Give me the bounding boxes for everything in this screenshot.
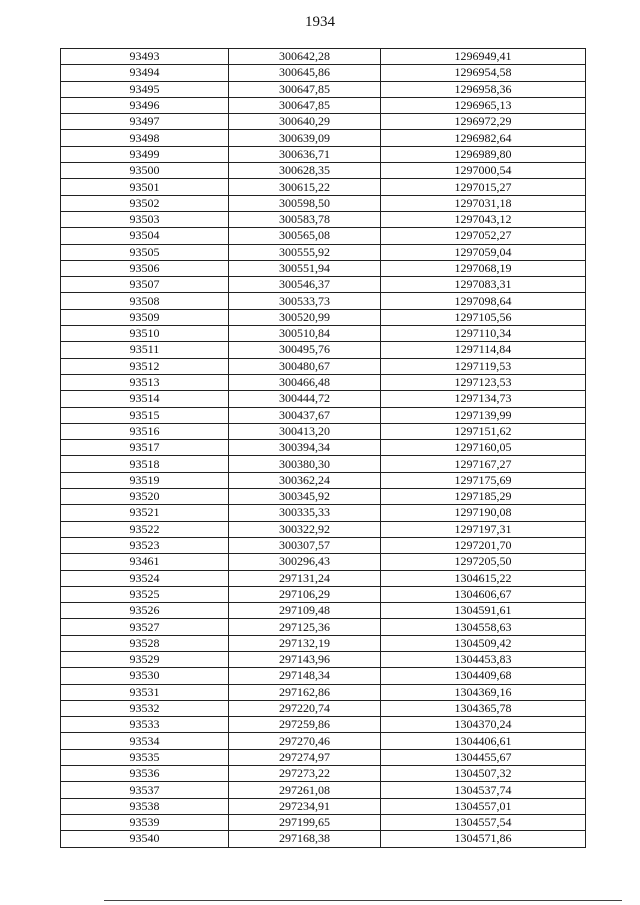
y-coordinate-cell: 1304557,54 (381, 814, 586, 830)
y-coordinate-cell: 1297000,54 (381, 163, 586, 179)
x-coordinate-cell: 297234,91 (229, 798, 381, 814)
table-row (61, 586, 586, 602)
page-number: 1934 (305, 14, 335, 30)
coordinates-table (60, 48, 586, 848)
table-row (61, 407, 586, 423)
x-coordinate-cell: 300510,84 (229, 326, 381, 342)
table-row (61, 49, 586, 65)
x-coordinate-cell: 300555,92 (229, 244, 381, 260)
point-number-cell: 93509 (61, 309, 229, 325)
point-number-cell: 93523 (61, 537, 229, 553)
table-row (61, 782, 586, 798)
y-coordinate-cell: 1297205,50 (381, 554, 586, 570)
table-row (61, 651, 586, 667)
y-coordinate-cell: 1304365,78 (381, 700, 586, 716)
y-coordinate-cell: 1304370,24 (381, 717, 586, 733)
y-coordinate-cell: 1297052,27 (381, 228, 586, 244)
y-coordinate-cell: 1297083,31 (381, 277, 586, 293)
x-coordinate-cell: 300628,35 (229, 163, 381, 179)
point-number-cell: 93531 (61, 684, 229, 700)
table-row (61, 668, 586, 684)
point-number-cell: 93520 (61, 489, 229, 505)
y-coordinate-cell: 1297059,04 (381, 244, 586, 260)
point-number-cell: 93535 (61, 749, 229, 765)
point-number-cell: 93512 (61, 358, 229, 374)
table-row (61, 472, 586, 488)
table-row (61, 814, 586, 830)
point-number-cell: 93529 (61, 651, 229, 667)
x-coordinate-cell: 297259,86 (229, 717, 381, 733)
y-coordinate-cell: 1296989,80 (381, 146, 586, 162)
point-number-cell: 93510 (61, 326, 229, 342)
point-number-cell: 93513 (61, 374, 229, 390)
point-number-cell: 93522 (61, 521, 229, 537)
table-row (61, 766, 586, 782)
table-row (61, 358, 586, 374)
table-row (61, 146, 586, 162)
table-row (61, 717, 586, 733)
y-coordinate-cell: 1297167,27 (381, 456, 586, 472)
y-coordinate-cell: 1304591,61 (381, 603, 586, 619)
x-coordinate-cell: 300322,92 (229, 521, 381, 537)
point-number-cell: 93503 (61, 211, 229, 227)
table-row (61, 293, 586, 309)
y-coordinate-cell: 1297119,53 (381, 358, 586, 374)
y-coordinate-cell: 1304509,42 (381, 635, 586, 651)
point-number-cell: 93496 (61, 97, 229, 113)
y-coordinate-cell: 1304406,61 (381, 733, 586, 749)
y-coordinate-cell: 1304537,74 (381, 782, 586, 798)
table-row (61, 179, 586, 195)
table-row (61, 798, 586, 814)
table-row (61, 521, 586, 537)
table-row (61, 260, 586, 276)
x-coordinate-cell: 300647,85 (229, 97, 381, 113)
coordinates-table-container (60, 48, 585, 848)
point-number-cell: 93524 (61, 570, 229, 586)
x-coordinate-cell: 300466,48 (229, 374, 381, 390)
table-row (61, 163, 586, 179)
bottom-rule (104, 900, 622, 901)
point-number-cell: 93508 (61, 293, 229, 309)
table-row (61, 211, 586, 227)
table-row (61, 130, 586, 146)
point-number-cell: 93516 (61, 423, 229, 439)
table-row (61, 277, 586, 293)
x-coordinate-cell: 300615,22 (229, 179, 381, 195)
y-coordinate-cell: 1297043,12 (381, 211, 586, 227)
y-coordinate-cell: 1304606,67 (381, 586, 586, 602)
point-number-cell: 93497 (61, 114, 229, 130)
y-coordinate-cell: 1297068,19 (381, 260, 586, 276)
point-number-cell: 93498 (61, 130, 229, 146)
point-number-cell: 93505 (61, 244, 229, 260)
point-number-cell: 93532 (61, 700, 229, 716)
x-coordinate-cell: 300565,08 (229, 228, 381, 244)
table-row (61, 635, 586, 651)
table-row (61, 309, 586, 325)
x-coordinate-cell: 300362,24 (229, 472, 381, 488)
point-number-cell: 93517 (61, 440, 229, 456)
point-number-cell: 93526 (61, 603, 229, 619)
y-coordinate-cell: 1296954,58 (381, 65, 586, 81)
y-coordinate-cell: 1297105,56 (381, 309, 586, 325)
x-coordinate-cell: 300639,09 (229, 130, 381, 146)
table-row (61, 554, 586, 570)
y-coordinate-cell: 1296972,29 (381, 114, 586, 130)
x-coordinate-cell: 297143,96 (229, 651, 381, 667)
y-coordinate-cell: 1296982,64 (381, 130, 586, 146)
y-coordinate-cell: 1296958,36 (381, 81, 586, 97)
table-row (61, 244, 586, 260)
y-coordinate-cell: 1304558,63 (381, 619, 586, 635)
x-coordinate-cell: 297270,46 (229, 733, 381, 749)
point-number-cell: 93527 (61, 619, 229, 635)
table-row (61, 97, 586, 113)
x-coordinate-cell: 297220,74 (229, 700, 381, 716)
table-row (61, 749, 586, 765)
point-number-cell: 93530 (61, 668, 229, 684)
x-coordinate-cell: 300296,43 (229, 554, 381, 570)
point-number-cell: 93494 (61, 65, 229, 81)
x-coordinate-cell: 300551,94 (229, 260, 381, 276)
y-coordinate-cell: 1297114,84 (381, 342, 586, 358)
point-number-cell: 93507 (61, 277, 229, 293)
point-number-cell: 93501 (61, 179, 229, 195)
table-row (61, 326, 586, 342)
y-coordinate-cell: 1304453,83 (381, 651, 586, 667)
table-row (61, 831, 586, 847)
x-coordinate-cell: 300444,72 (229, 391, 381, 407)
y-coordinate-cell: 1304409,68 (381, 668, 586, 684)
x-coordinate-cell: 297273,22 (229, 766, 381, 782)
y-coordinate-cell: 1304369,16 (381, 684, 586, 700)
x-coordinate-cell: 300394,34 (229, 440, 381, 456)
table-row (61, 228, 586, 244)
x-coordinate-cell: 300645,86 (229, 65, 381, 81)
table-row (61, 114, 586, 130)
x-coordinate-cell: 300598,50 (229, 195, 381, 211)
y-coordinate-cell: 1304571,86 (381, 831, 586, 847)
table-row (61, 619, 586, 635)
x-coordinate-cell: 300413,20 (229, 423, 381, 439)
point-number-cell: 93537 (61, 782, 229, 798)
x-coordinate-cell: 300437,67 (229, 407, 381, 423)
table-body (61, 49, 586, 848)
point-number-cell: 93519 (61, 472, 229, 488)
y-coordinate-cell: 1297197,31 (381, 521, 586, 537)
x-coordinate-cell: 300647,85 (229, 81, 381, 97)
x-coordinate-cell: 300335,33 (229, 505, 381, 521)
y-coordinate-cell: 1304615,22 (381, 570, 586, 586)
x-coordinate-cell: 300480,67 (229, 358, 381, 374)
x-coordinate-cell: 300642,28 (229, 49, 381, 65)
y-coordinate-cell: 1297160,05 (381, 440, 586, 456)
x-coordinate-cell: 297106,29 (229, 586, 381, 602)
y-coordinate-cell: 1297175,69 (381, 472, 586, 488)
point-number-cell: 93538 (61, 798, 229, 814)
x-coordinate-cell: 300583,78 (229, 211, 381, 227)
point-number-cell: 93533 (61, 717, 229, 733)
x-coordinate-cell: 297274,97 (229, 749, 381, 765)
point-number-cell: 93495 (61, 81, 229, 97)
y-coordinate-cell: 1297015,27 (381, 179, 586, 195)
point-number-cell: 93504 (61, 228, 229, 244)
table-row (61, 700, 586, 716)
table-row (61, 342, 586, 358)
x-coordinate-cell: 297109,48 (229, 603, 381, 619)
y-coordinate-cell: 1296949,41 (381, 49, 586, 65)
y-coordinate-cell: 1297190,08 (381, 505, 586, 521)
x-coordinate-cell: 300546,37 (229, 277, 381, 293)
y-coordinate-cell: 1297123,53 (381, 374, 586, 390)
y-coordinate-cell: 1297201,70 (381, 537, 586, 553)
y-coordinate-cell: 1297139,99 (381, 407, 586, 423)
point-number-cell: 93525 (61, 586, 229, 602)
point-number-cell: 93461 (61, 554, 229, 570)
x-coordinate-cell: 297261,08 (229, 782, 381, 798)
table-row (61, 456, 586, 472)
point-number-cell: 93521 (61, 505, 229, 521)
x-coordinate-cell: 300533,73 (229, 293, 381, 309)
table-row (61, 440, 586, 456)
x-coordinate-cell: 297168,38 (229, 831, 381, 847)
y-coordinate-cell: 1297151,62 (381, 423, 586, 439)
x-coordinate-cell: 297162,86 (229, 684, 381, 700)
y-coordinate-cell: 1297098,64 (381, 293, 586, 309)
x-coordinate-cell: 300495,76 (229, 342, 381, 358)
x-coordinate-cell: 297132,19 (229, 635, 381, 651)
table-row (61, 423, 586, 439)
point-number-cell: 93493 (61, 49, 229, 65)
point-number-cell: 93539 (61, 814, 229, 830)
x-coordinate-cell: 297125,36 (229, 619, 381, 635)
table-row (61, 195, 586, 211)
x-coordinate-cell: 300380,30 (229, 456, 381, 472)
x-coordinate-cell: 297131,24 (229, 570, 381, 586)
y-coordinate-cell: 1296965,13 (381, 97, 586, 113)
table-row (61, 65, 586, 81)
x-coordinate-cell: 297148,34 (229, 668, 381, 684)
x-coordinate-cell: 300636,71 (229, 146, 381, 162)
point-number-cell: 93500 (61, 163, 229, 179)
point-number-cell: 93511 (61, 342, 229, 358)
table-row (61, 489, 586, 505)
point-number-cell: 93518 (61, 456, 229, 472)
point-number-cell: 93540 (61, 831, 229, 847)
y-coordinate-cell: 1297110,34 (381, 326, 586, 342)
point-number-cell: 93534 (61, 733, 229, 749)
x-coordinate-cell: 300345,92 (229, 489, 381, 505)
table-row (61, 81, 586, 97)
y-coordinate-cell: 1297031,18 (381, 195, 586, 211)
x-coordinate-cell: 300640,29 (229, 114, 381, 130)
point-number-cell: 93499 (61, 146, 229, 162)
point-number-cell: 93515 (61, 407, 229, 423)
y-coordinate-cell: 1304557,01 (381, 798, 586, 814)
table-row (61, 684, 586, 700)
point-number-cell: 93536 (61, 766, 229, 782)
table-row (61, 537, 586, 553)
point-number-cell: 93514 (61, 391, 229, 407)
table-row (61, 570, 586, 586)
point-number-cell: 93528 (61, 635, 229, 651)
y-coordinate-cell: 1297134,73 (381, 391, 586, 407)
x-coordinate-cell: 297199,65 (229, 814, 381, 830)
y-coordinate-cell: 1297185,29 (381, 489, 586, 505)
point-number-cell: 93506 (61, 260, 229, 276)
table-row (61, 733, 586, 749)
x-coordinate-cell: 300520,99 (229, 309, 381, 325)
x-coordinate-cell: 300307,57 (229, 537, 381, 553)
point-number-cell: 93502 (61, 195, 229, 211)
table-row (61, 505, 586, 521)
table-row (61, 374, 586, 390)
y-coordinate-cell: 1304507,32 (381, 766, 586, 782)
y-coordinate-cell: 1304455,67 (381, 749, 586, 765)
table-row (61, 391, 586, 407)
table-row (61, 603, 586, 619)
